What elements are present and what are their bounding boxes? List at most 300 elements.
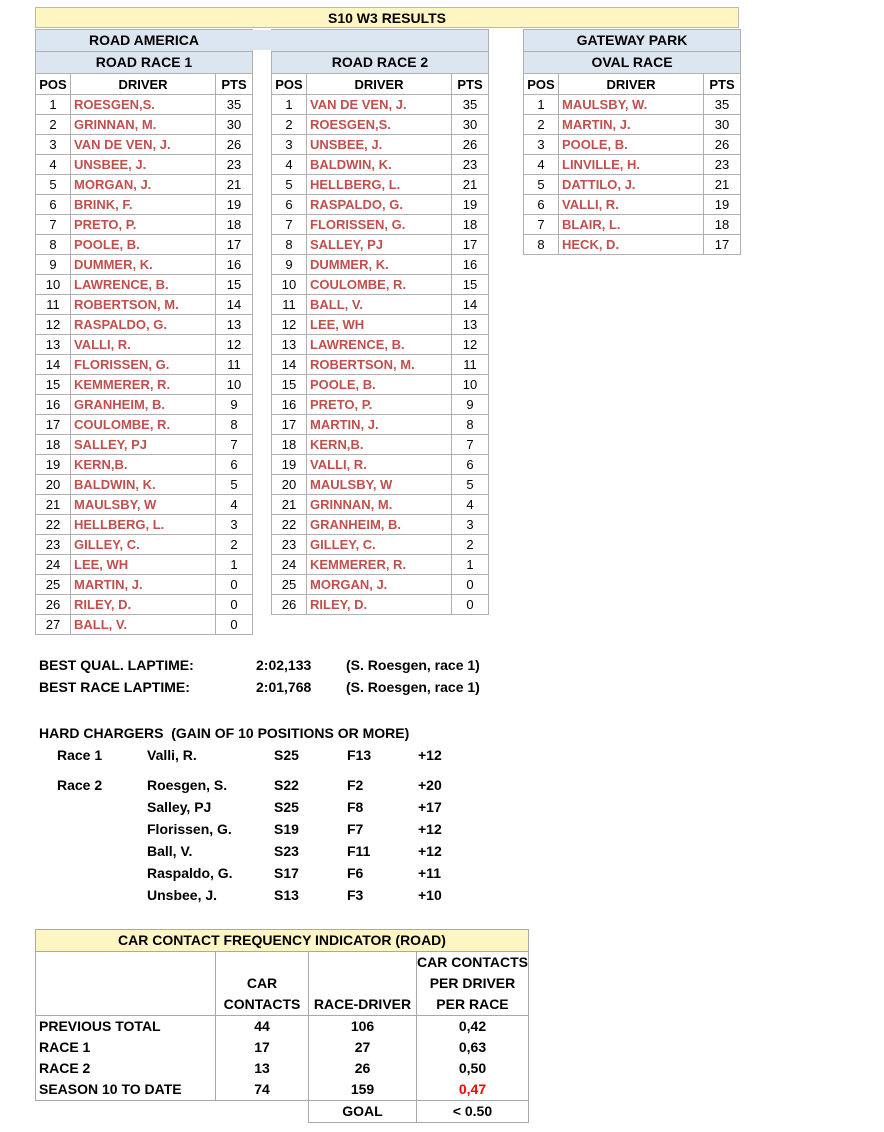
driver-name-cell: SALLEY, PJ (71, 435, 216, 455)
result-row (36, 555, 253, 575)
driver-name-cell: FLORISSEN, G. (307, 215, 452, 235)
position-cell: 3 (36, 135, 71, 155)
position-cell: 8 (524, 235, 559, 255)
position-cell: 23 (36, 535, 71, 555)
driver-name-cell: COULOMBE, R. (71, 415, 216, 435)
goal-row (36, 1101, 529, 1123)
points-cell: 9 (452, 395, 489, 415)
race-driver-count: 106 (309, 1016, 417, 1038)
position-cell: 1 (524, 95, 559, 115)
result-row (272, 115, 489, 135)
hard-charger-finish: F3 (347, 887, 364, 903)
driver-name-cell: DATTILO, J. (559, 175, 704, 195)
contact-row (36, 1016, 529, 1038)
car-contact-table (35, 929, 529, 1123)
position-cell: 22 (36, 515, 71, 535)
points-cell: 35 (452, 95, 489, 115)
position-cell: 26 (272, 595, 307, 615)
position-cell: 13 (272, 335, 307, 355)
points-cell: 15 (452, 275, 489, 295)
position-cell: 10 (36, 275, 71, 295)
position-cell: 4 (272, 155, 307, 175)
driver-name-cell: POOLE, B. (71, 235, 216, 255)
col-header-pts: PTS (452, 74, 489, 95)
result-row (272, 455, 489, 475)
hard-charger-driver: Roesgen, S. (147, 777, 228, 793)
driver-name-cell: MARTIN, J. (307, 415, 452, 435)
hard-charger-start: S25 (274, 747, 299, 763)
result-row (36, 595, 253, 615)
position-cell: 3 (524, 135, 559, 155)
contact-row-label: PREVIOUS TOTAL (36, 1016, 216, 1038)
position-cell: 26 (36, 595, 71, 615)
hard-charger-start: S25 (274, 799, 299, 815)
result-row (524, 215, 741, 235)
result-row (36, 575, 253, 595)
result-row (524, 235, 741, 255)
result-row (36, 375, 253, 395)
driver-name-cell: GRINNAN, M. (71, 115, 216, 135)
points-cell: 0 (452, 595, 489, 615)
position-cell: 1 (36, 95, 71, 115)
points-cell: 11 (216, 355, 253, 375)
points-cell: 1 (452, 555, 489, 575)
header-car-line1: CAR (216, 973, 309, 994)
hard-charger-gain: +10 (418, 887, 442, 903)
hard-charger-start: S23 (274, 843, 299, 859)
race-driver-count: 159 (309, 1079, 417, 1101)
position-cell: 7 (272, 215, 307, 235)
position-cell: 23 (272, 535, 307, 555)
driver-name-cell: VALLI, R. (559, 195, 704, 215)
points-cell: 2 (216, 535, 253, 555)
result-row (36, 315, 253, 335)
driver-name-cell: HELLBERG, L. (307, 175, 452, 195)
points-cell: 21 (704, 175, 741, 195)
contacts-per-driver-race: 0,63 (417, 1037, 529, 1058)
header-per-race-line2: PER DRIVER (417, 973, 529, 994)
track-name-road-america: ROAD AMERICA (36, 30, 253, 52)
result-row (272, 355, 489, 375)
result-row (524, 175, 741, 195)
oval-race-table (523, 29, 741, 255)
hard-charger-start: S13 (274, 887, 299, 903)
hard-charger-driver: Florissen, G. (147, 821, 232, 837)
result-row (272, 175, 489, 195)
blank-cell (36, 1101, 216, 1123)
driver-name-cell: GRANHEIM, B. (307, 515, 452, 535)
driver-name-cell: MAULSBY, W (307, 475, 452, 495)
points-cell: 18 (704, 215, 741, 235)
driver-name-cell: KERN,B. (71, 455, 216, 475)
result-row (272, 395, 489, 415)
position-cell: 1 (272, 95, 307, 115)
header-bridge (251, 30, 272, 50)
result-row (272, 255, 489, 275)
result-row (36, 455, 253, 475)
driver-name-cell: LAWRENCE, B. (71, 275, 216, 295)
contact-row (36, 1058, 529, 1079)
result-row (36, 175, 253, 195)
driver-name-cell: FLORISSEN, G. (71, 355, 216, 375)
result-row (36, 195, 253, 215)
position-cell: 19 (36, 455, 71, 475)
position-cell: 24 (36, 555, 71, 575)
position-cell: 6 (524, 195, 559, 215)
position-cell: 7 (36, 215, 71, 235)
position-cell: 17 (272, 415, 307, 435)
points-cell: 2 (452, 535, 489, 555)
points-cell: 0 (452, 575, 489, 595)
points-cell: 4 (216, 495, 253, 515)
hard-charger-race-label: Race 1 (57, 747, 103, 763)
position-cell: 19 (272, 455, 307, 475)
result-row (524, 115, 741, 135)
driver-name-cell: ROBERTSON, M. (307, 355, 452, 375)
points-cell: 13 (452, 315, 489, 335)
points-cell: 13 (216, 315, 253, 335)
position-cell: 5 (36, 175, 71, 195)
driver-name-cell: BRINK, F. (71, 195, 216, 215)
best-race-label: BEST RACE LAPTIME: (39, 679, 190, 695)
result-row (36, 475, 253, 495)
position-cell: 10 (272, 275, 307, 295)
driver-name-cell: HECK, D. (559, 235, 704, 255)
driver-name-cell: UNSBEE, J. (71, 155, 216, 175)
result-row (36, 535, 253, 555)
position-cell: 18 (36, 435, 71, 455)
driver-name-cell: ROBERTSON, M. (71, 295, 216, 315)
position-cell: 5 (272, 175, 307, 195)
position-cell: 11 (272, 295, 307, 315)
race-name: ROAD RACE 1 (36, 52, 253, 74)
contacts-per-driver-race: 0,42 (417, 1016, 529, 1038)
result-row (272, 95, 489, 115)
position-cell: 14 (272, 355, 307, 375)
position-cell: 6 (36, 195, 71, 215)
points-cell: 23 (704, 155, 741, 175)
result-row (272, 155, 489, 175)
result-row (36, 295, 253, 315)
points-cell: 5 (452, 475, 489, 495)
driver-name-cell: VALLI, R. (307, 455, 452, 475)
result-row (272, 315, 489, 335)
points-cell: 6 (216, 455, 253, 475)
points-cell: 0 (216, 575, 253, 595)
blank-cell (216, 1101, 309, 1123)
road-race-2-table (271, 29, 489, 615)
driver-name-cell: LEE, WH (307, 315, 452, 335)
position-cell: 3 (272, 135, 307, 155)
driver-name-cell: RILEY, D. (71, 595, 216, 615)
points-cell: 14 (216, 295, 253, 315)
driver-name-cell: POOLE, B. (559, 135, 704, 155)
points-cell: 3 (452, 515, 489, 535)
driver-name-cell: BALDWIN, K. (71, 475, 216, 495)
best-qual-time: 2:02,133 (256, 657, 312, 673)
position-cell: 9 (272, 255, 307, 275)
hard-charger-gain: +11 (418, 865, 441, 881)
driver-name-cell: BALL, V. (307, 295, 452, 315)
position-cell: 9 (36, 255, 71, 275)
contact-count: 44 (216, 1016, 309, 1038)
result-row (272, 495, 489, 515)
points-cell: 17 (216, 235, 253, 255)
points-cell: 17 (452, 235, 489, 255)
hard-charger-gain: +12 (418, 843, 442, 859)
position-cell: 8 (36, 235, 71, 255)
position-cell: 25 (36, 575, 71, 595)
hard-charger-gain: +12 (418, 821, 442, 837)
driver-name-cell: PRETO, P. (307, 395, 452, 415)
hard-charger-driver: Salley, PJ (147, 799, 212, 815)
col-header-pos: POS (272, 74, 307, 95)
points-cell: 30 (452, 115, 489, 135)
position-cell: 20 (36, 475, 71, 495)
race-name: OVAL RACE (524, 52, 741, 74)
points-cell: 26 (704, 135, 741, 155)
hard-charger-start: S19 (274, 821, 299, 837)
result-row (36, 495, 253, 515)
contacts-per-driver-race: 0,50 (417, 1058, 529, 1079)
contact-row (36, 1037, 529, 1058)
position-cell: 11 (36, 295, 71, 315)
driver-name-cell: RASPALDO, G. (71, 315, 216, 335)
result-row (36, 115, 253, 135)
points-cell: 10 (452, 375, 489, 395)
driver-name-cell: VALLI, R. (71, 335, 216, 355)
points-cell: 0 (216, 595, 253, 615)
position-cell: 2 (524, 115, 559, 135)
hard-charger-finish: F7 (347, 821, 364, 837)
race-driver-count: 26 (309, 1058, 417, 1079)
col-header-pos: POS (36, 74, 71, 95)
points-cell: 35 (216, 95, 253, 115)
result-row (524, 195, 741, 215)
result-row (272, 235, 489, 255)
result-row (272, 555, 489, 575)
driver-name-cell: KEMMERER, R. (71, 375, 216, 395)
header-per-race-line1: CAR CONTACTS (417, 952, 529, 974)
position-cell: 5 (524, 175, 559, 195)
position-cell: 2 (272, 115, 307, 135)
driver-name-cell: RILEY, D. (307, 595, 452, 615)
points-cell: 19 (452, 195, 489, 215)
hard-charger-finish: F8 (347, 799, 364, 815)
position-cell: 20 (272, 475, 307, 495)
driver-name-cell: POOLE, B. (307, 375, 452, 395)
position-cell: 22 (272, 515, 307, 535)
result-row (36, 615, 253, 635)
points-cell: 15 (216, 275, 253, 295)
driver-name-cell: GRINNAN, M. (307, 495, 452, 515)
result-row (272, 575, 489, 595)
hard-charger-finish: F6 (347, 865, 364, 881)
header-race-driver: RACE-DRIVER (309, 994, 417, 1016)
position-cell: 2 (36, 115, 71, 135)
hard-charger-driver: Ball, V. (147, 843, 193, 859)
driver-name-cell: MAULSBY, W (71, 495, 216, 515)
hard-charger-gain: +12 (418, 747, 442, 763)
contacts-per-driver-race: 0,47 (417, 1079, 529, 1101)
blank-cell (309, 952, 417, 974)
points-cell: 12 (452, 335, 489, 355)
driver-name-cell: VAN DE VEN, J. (307, 95, 452, 115)
result-row (36, 515, 253, 535)
hard-charger-driver: Unsbee, J. (147, 887, 218, 903)
position-cell: 21 (36, 495, 71, 515)
hard-charger-race-label: Race 2 (57, 777, 103, 793)
position-cell: 24 (272, 555, 307, 575)
points-cell: 4 (452, 495, 489, 515)
result-row (524, 155, 741, 175)
result-row (272, 415, 489, 435)
result-row (272, 215, 489, 235)
contact-row-label: RACE 2 (36, 1058, 216, 1079)
blank-cell (36, 994, 216, 1016)
contact-row (36, 1079, 529, 1101)
driver-name-cell: BALDWIN, K. (307, 155, 452, 175)
driver-name-cell: KEMMERER, R. (307, 555, 452, 575)
points-cell: 21 (216, 175, 253, 195)
col-header-pts: PTS (704, 74, 741, 95)
position-cell: 4 (36, 155, 71, 175)
result-row (524, 95, 741, 115)
points-cell: 19 (216, 195, 253, 215)
driver-name-cell: MORGAN, J. (71, 175, 216, 195)
result-row (36, 335, 253, 355)
contact-count: 74 (216, 1079, 309, 1101)
position-cell: 16 (272, 395, 307, 415)
hard-charger-gain: +20 (418, 777, 442, 793)
points-cell: 19 (704, 195, 741, 215)
goal-value: < 0.50 (417, 1101, 529, 1123)
col-header-driver: DRIVER (559, 74, 704, 95)
best-race-time: 2:01,768 (256, 679, 312, 695)
points-cell: 10 (216, 375, 253, 395)
driver-name-cell: ROESGEN,S. (71, 95, 216, 115)
points-cell: 14 (452, 295, 489, 315)
position-cell: 27 (36, 615, 71, 635)
points-cell: 6 (452, 455, 489, 475)
points-cell: 23 (216, 155, 253, 175)
col-header-driver: DRIVER (71, 74, 216, 95)
points-cell: 7 (216, 435, 253, 455)
position-cell: 14 (36, 355, 71, 375)
points-cell: 0 (216, 615, 253, 635)
points-cell: 12 (216, 335, 253, 355)
contact-count: 17 (216, 1037, 309, 1058)
hard-charger-finish: F2 (347, 777, 364, 793)
points-cell: 17 (704, 235, 741, 255)
points-cell: 1 (216, 555, 253, 575)
position-cell: 15 (36, 375, 71, 395)
position-cell: 18 (272, 435, 307, 455)
header-per-race-line3: PER RACE (417, 994, 529, 1016)
blank-cell (309, 973, 417, 994)
col-header-driver: DRIVER (307, 74, 452, 95)
position-cell: 12 (36, 315, 71, 335)
driver-name-cell: LINVILLE, H. (559, 155, 704, 175)
hard-charger-driver: Raspaldo, G. (147, 865, 233, 881)
best-race-note: (S. Roesgen, race 1) (346, 679, 480, 695)
position-cell: 7 (524, 215, 559, 235)
road-race-1-table (35, 29, 253, 635)
driver-name-cell: DUMMER, K. (71, 255, 216, 275)
points-cell: 8 (216, 415, 253, 435)
result-row (36, 435, 253, 455)
hard-charger-gain: +17 (418, 799, 442, 815)
driver-name-cell: SALLEY, PJ (307, 235, 452, 255)
track-name-spacer (272, 30, 489, 52)
goal-label: GOAL (309, 1101, 417, 1123)
result-row (272, 375, 489, 395)
driver-name-cell: UNSBEE, J. (307, 135, 452, 155)
driver-name-cell: GILLEY, C. (307, 535, 452, 555)
position-cell: 13 (36, 335, 71, 355)
points-cell: 30 (216, 115, 253, 135)
hard-charger-finish: F11 (347, 843, 371, 859)
driver-name-cell: PRETO, P. (71, 215, 216, 235)
driver-name-cell: MORGAN, J. (307, 575, 452, 595)
result-row (36, 95, 253, 115)
driver-name-cell: KERN,B. (307, 435, 452, 455)
result-row (36, 215, 253, 235)
result-row (272, 295, 489, 315)
result-row (272, 435, 489, 455)
points-cell: 9 (216, 395, 253, 415)
position-cell: 4 (524, 155, 559, 175)
driver-name-cell: MAULSBY, W. (559, 95, 704, 115)
result-row (272, 275, 489, 295)
driver-name-cell: MARTIN, J. (71, 575, 216, 595)
result-row (272, 595, 489, 615)
result-row (272, 195, 489, 215)
result-row (272, 515, 489, 535)
result-row (36, 355, 253, 375)
result-row (272, 335, 489, 355)
blank-cell (36, 952, 216, 974)
points-cell: 5 (216, 475, 253, 495)
position-cell: 6 (272, 195, 307, 215)
result-row (272, 475, 489, 495)
position-cell: 21 (272, 495, 307, 515)
hard-charger-start: S22 (274, 777, 299, 793)
driver-name-cell: ROESGEN,S. (307, 115, 452, 135)
points-cell: 3 (216, 515, 253, 535)
result-row (36, 235, 253, 255)
driver-name-cell: BLAIR, L. (559, 215, 704, 235)
points-cell: 21 (452, 175, 489, 195)
position-cell: 17 (36, 415, 71, 435)
contact-row-label: SEASON 10 TO DATE (36, 1079, 216, 1101)
points-cell: 18 (216, 215, 253, 235)
points-cell: 16 (216, 255, 253, 275)
col-header-pts: PTS (216, 74, 253, 95)
points-cell: 26 (452, 135, 489, 155)
race-driver-count: 27 (309, 1037, 417, 1058)
result-row (36, 135, 253, 155)
points-cell: 23 (452, 155, 489, 175)
driver-name-cell: GRANHEIM, B. (71, 395, 216, 415)
track-name-gateway: GATEWAY PARK (524, 30, 741, 52)
driver-name-cell: BALL, V. (71, 615, 216, 635)
driver-name-cell: COULOMBE, R. (307, 275, 452, 295)
hard-chargers-heading: HARD CHARGERS (GAIN OF 10 POSITIONS OR MORE) (39, 725, 410, 741)
contact-count: 13 (216, 1058, 309, 1079)
driver-name-cell: RASPALDO, G. (307, 195, 452, 215)
position-cell: 25 (272, 575, 307, 595)
